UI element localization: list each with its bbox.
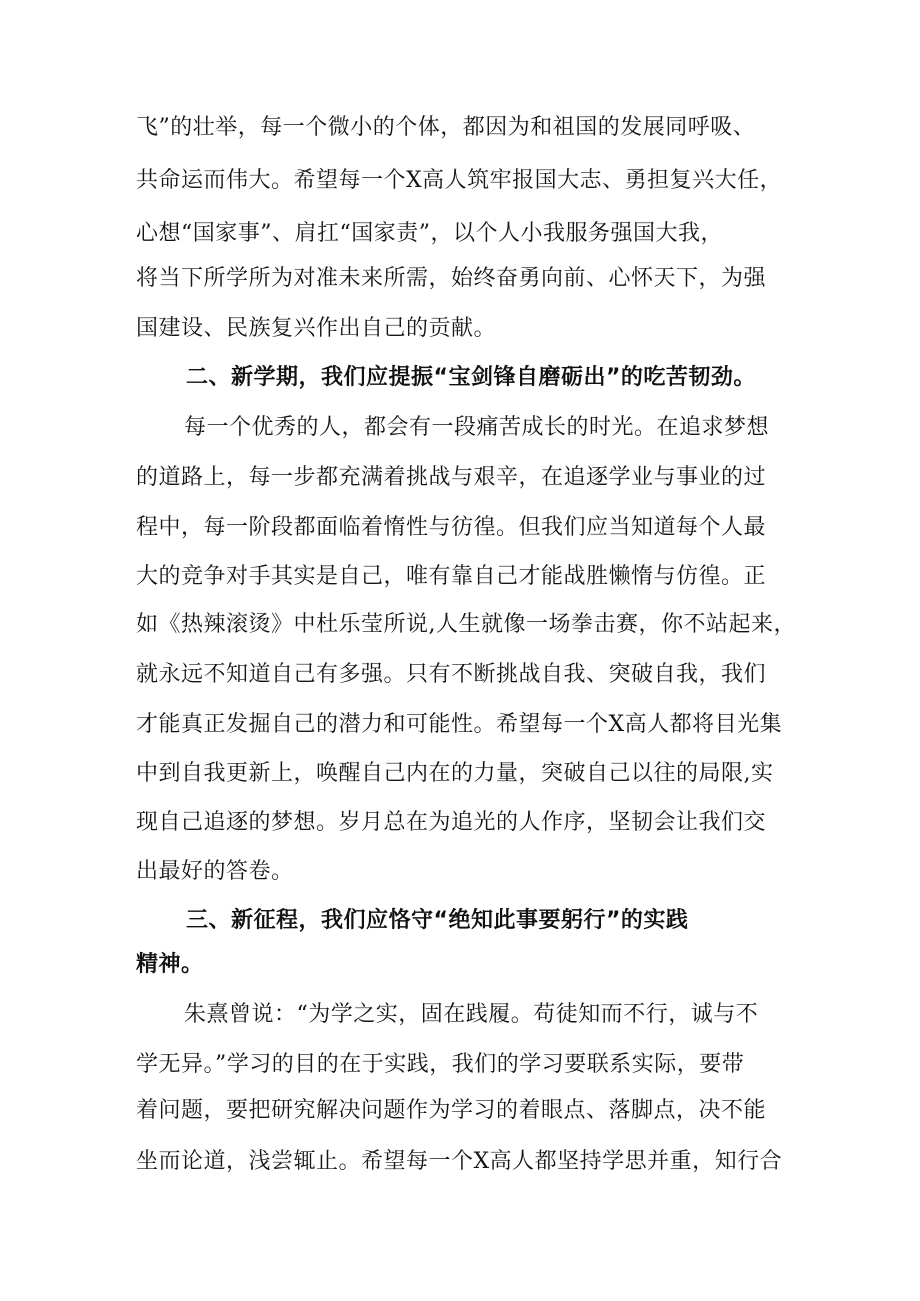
paragraph-line: 每一个优秀的人，都会有一段痛苦成长的时光。在追求梦想: [184, 415, 770, 440]
paragraph-line: 如《热辣滚烫》中杜乐莹所说,人生就像一场拳击赛，你不站起来，: [136, 612, 796, 637]
paragraph-line: 将当下所学所为对准未来所需，始终奋勇向前、心怀天下，为强: [136, 266, 767, 291]
section-heading-two: 二、新学期，我们应提振“宝剑锋自磨砺出”的吃苦韧劲。: [186, 365, 756, 390]
paragraph-line: 程中，每一阶段都面临着惰性与彷徨。但我们应当知道每个人最: [136, 515, 767, 540]
paragraph-line: 心想“国家事”、肩扛“国家责”，以个人小我服务强国大我，: [136, 221, 723, 246]
paragraph-line: 的道路上，每一步都充满着挑战与艰辛，在追逐学业与事业的过: [136, 465, 767, 490]
paragraph-line: 飞”的壮举，每一个微小的个体，都因为和祖国的发展同呼吸、: [136, 115, 756, 140]
paragraph-line: 中到自我更新上，唤醒自己内在的力量，突破自己以往的局限,实: [136, 761, 774, 786]
section-heading-three-continued: 精神。: [136, 952, 204, 977]
paragraph-line: 朱熹曾说：“为学之实，固在践履。苟徒知而不行，诚与不: [184, 1002, 759, 1027]
paragraph-line: 国建设、民族复兴作出自己的贡献。: [136, 316, 497, 341]
paragraph-line: 着问题，要把研究解决问题作为学习的着眼点、落脚点，决不能: [136, 1098, 767, 1123]
paragraph-line: 现自己追逐的梦想。岁月总在为追光的人作序，坚韧会让我们交: [136, 810, 767, 835]
paragraph-line: 才能真正发掘自己的潜力和可能性。希望每一个X高人都将目光集: [136, 712, 783, 737]
paragraph-line: 就永远不知道自己有多强。只有不断挑战自我、突破自我，我们: [136, 662, 767, 687]
paragraph-line: 出最好的答卷。: [136, 859, 294, 884]
paragraph-line: 学无异。”学习的目的在于实践，我们的学习要联系实际，要带: [136, 1052, 745, 1077]
paragraph-line: 共命运而伟大。希望每一个X高人筑牢报国大志、勇担复兴大任，: [136, 168, 783, 193]
paragraph-line: 大的竞争对手其实是自己，唯有靠自己才能战胜懒惰与仿徨。正: [136, 564, 767, 589]
paragraph-line: 坐而论道，浅尝辄止。希望每一个X高人都坚持学思并重，知行合: [136, 1149, 783, 1174]
section-heading-three: 三、新征程，我们应恪守“绝知此事要躬行”的实践: [186, 908, 689, 933]
